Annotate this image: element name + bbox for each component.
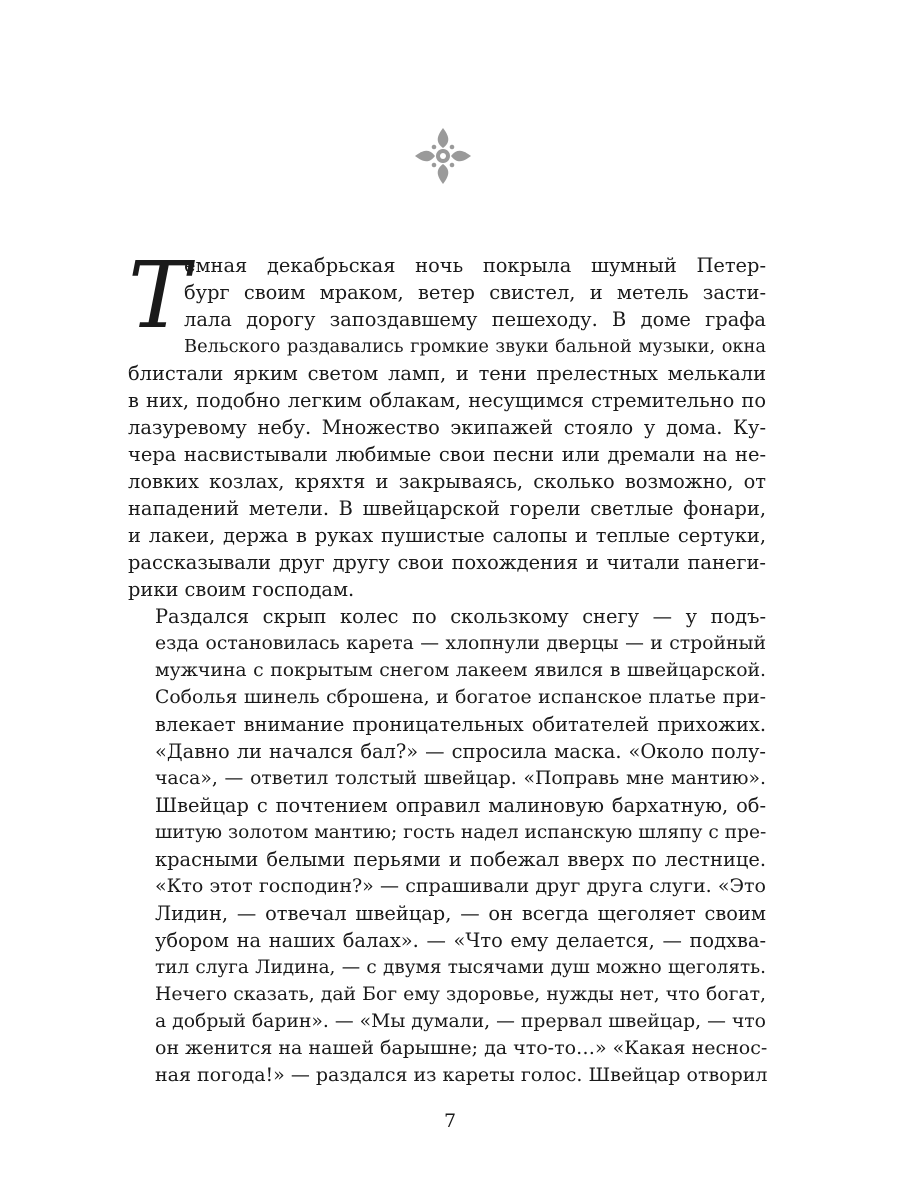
text-line: Нечего сказать, дай Бог ему здоровье, нужды нет, что богат, <box>155 984 766 1005</box>
text-line: ная погода!» — раздался из кареты голос. Швейцар отворил <box>155 1064 768 1086</box>
text-line: Вельского раздавались громкие звуки бальной музыки, окна <box>184 336 766 357</box>
text-line: блистали ярким светом ламп, и тени прелестных мелькали <box>128 362 766 385</box>
text-line: Швейцар с почтением оправил малиновую бархатную, об- <box>155 794 766 817</box>
text-line: тил слуга Лидина, — с двумя тысячами душ можно щеголять. <box>155 957 766 978</box>
text-line: рассказывали друг другу свои похождения и читали панеги- <box>128 551 766 574</box>
text-line: лала дорогу запоздавшему пешеходу. В доме графа <box>184 308 766 331</box>
text-line: лазуревому небу. Множество экипажей стояло у дома. Ку- <box>128 416 766 439</box>
text-line: а добрый барин». — «Мы думали, — прервал швейцар, — что <box>155 1011 766 1032</box>
text-line: Соболья шинель сброшена, и богатое испанское платье при- <box>155 687 766 708</box>
text-line: и лакеи, держа в руках пушистые салопы и теплые сертуки, <box>128 524 766 547</box>
page-number: 7 <box>443 1110 457 1132</box>
paragraph-1 <box>128 242 766 603</box>
text-line: бург своим мраком, ветер свистел, и метель засти- <box>184 281 766 304</box>
quatrefoil-ornament-icon <box>413 126 473 186</box>
text-line: шитую золотом мантию; гость надел испанскую шляпу с пре- <box>155 822 767 843</box>
text-line: влекает внимание проницательных обитателей прихожих. <box>155 713 766 736</box>
text-line: «Кто этот господин?» — спрашивали друг друга слуги. «Это <box>155 875 766 897</box>
text-line: Лидин, — отвечал швейцар, — он всегда щеголяет своим <box>155 902 766 925</box>
text-line: мужчина с покрытым снегом лакеем явился в швейцарской. <box>155 660 766 681</box>
drop-cap: Т <box>128 242 190 349</box>
text-line: «Давно ли начался бал?» — спросила маска. «Около полу- <box>155 740 766 763</box>
text-line: он женится на нашей барышне; да что-то…» «Какая неснос- <box>155 1037 768 1059</box>
text-line: чера насвистывали любимые свои песни или дремали на не- <box>128 443 766 466</box>
body-text <box>128 242 768 1089</box>
text-line: ловких козлах, кряхтя и закрываясь, сколько возможно, от <box>128 470 766 493</box>
text-line: Раздался скрып колес по скользкому снегу — у подъ- <box>155 605 766 628</box>
text-line: нападений метели. В швейцарской горели светлые фонари, <box>128 497 766 520</box>
text-line: езда остановилась карета — хлопнули дверцы — и стройный <box>155 633 766 654</box>
text-line: рики своим господам. <box>128 578 355 601</box>
text-line: красными белыми перьями и побежал вверх по лестнице. <box>155 848 766 871</box>
text-line: часа», — ответил толстый швейцар. «Поправь мне мантию». <box>155 768 766 789</box>
paragraph-2 <box>128 603 766 1089</box>
text-line: убором на наших балах». — «Что ему делается, — подхва- <box>155 929 766 952</box>
text-line: в них, подобно легким облакам, несущимся стремительно по <box>128 389 766 412</box>
text-line: емная декабрьская ночь покрыла шумный Петер- <box>184 254 766 277</box>
